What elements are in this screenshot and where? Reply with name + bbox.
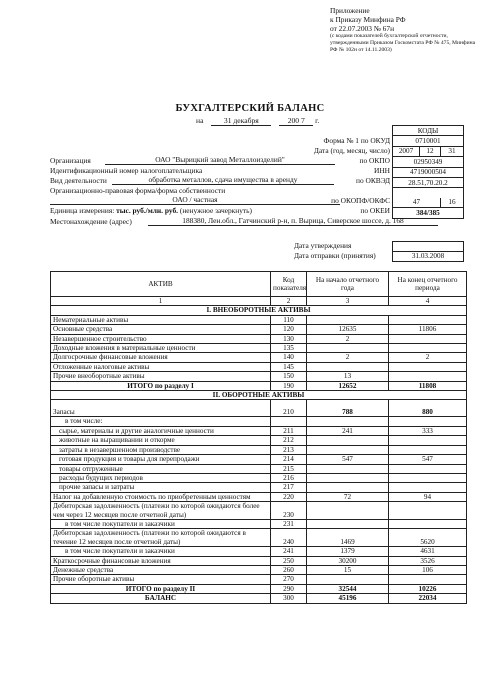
row-start-value (307, 473, 389, 482)
row-name: Прочие оборотные активы (51, 575, 271, 584)
row-end-value: 94 (389, 492, 467, 501)
table-row (51, 362, 467, 371)
table-header-row (51, 272, 467, 297)
row-name: затраты в незавершенном производстве (51, 445, 271, 454)
row-name: расходы будущих периодов (51, 473, 271, 482)
report-day: 31 декабря (211, 116, 271, 126)
row-end-value (389, 362, 467, 371)
row-start-value: 45196 (307, 594, 389, 603)
row-end-value (389, 436, 467, 445)
row-name: в том числе покупатели и заказчики (51, 519, 271, 528)
col-number-2: 2 (271, 297, 307, 306)
col-number-1: 1 (51, 297, 271, 306)
row-start-value (307, 575, 389, 584)
table-row (51, 492, 467, 501)
row-code: 216 (271, 473, 307, 482)
label-inn-full: Идентификационный номер налогоплательщика (50, 166, 203, 175)
row-start-value (307, 483, 389, 492)
code-okpo: 02950349 (393, 157, 464, 167)
row-code: 230 (271, 502, 307, 520)
table-number-row (51, 297, 467, 306)
row-code: 250 (271, 556, 307, 565)
table-row (51, 556, 467, 565)
row-start-value (307, 464, 389, 473)
row-code (271, 417, 307, 426)
row-start-value (307, 519, 389, 528)
row-end-value: 547 (389, 455, 467, 464)
unit-note: (ненужное зачеркнуть) (178, 206, 252, 215)
label-okved: по ОКВЭД (356, 176, 390, 185)
date-na: на (196, 116, 204, 125)
date-g: г. (315, 116, 320, 125)
row-code: 290 (271, 584, 307, 593)
row-start-value (307, 344, 389, 353)
row-name: Краткосрочные финансовые вложения (51, 556, 271, 565)
table-row (51, 426, 467, 435)
table-row (51, 575, 467, 584)
table-row (51, 529, 467, 547)
table-row (51, 417, 467, 426)
row-code: 130 (271, 334, 307, 343)
document-title: БУХГАЛТЕРСКИЙ БАЛАНС (175, 103, 325, 114)
row-start-value (307, 502, 389, 520)
code-okei: 384/385 (393, 208, 464, 218)
unit-value: тыс. руб./млн. руб. (116, 206, 179, 215)
row-end-value: 4631 (389, 547, 467, 556)
row-code: 270 (271, 575, 307, 584)
row-start-value: 241 (307, 426, 389, 435)
appendix-line-1: Приложение (330, 6, 370, 15)
row-name: Незавершенное строительство (51, 334, 271, 343)
row-end-value (389, 464, 467, 473)
row-start-value: 12652 (307, 381, 389, 390)
unit-prefix: Единица измерения: (50, 206, 117, 215)
table-row (51, 483, 467, 492)
table-row (51, 547, 467, 556)
label-address: Местонахождение (адрес) (50, 217, 132, 226)
row-end-value (389, 334, 467, 343)
section-header-row (51, 306, 467, 315)
row-end-value: 106 (389, 565, 467, 574)
row-start-value: 32544 (307, 584, 389, 593)
unit-line (50, 206, 252, 215)
organization-name: ОАО "Вырицкий завод Металлоизделий" (105, 155, 335, 165)
row-name: Дебиторская задолженность (платежи по которой ожидаются более чем через 12 месяцев после отчетной даты) (51, 502, 271, 520)
label-date: Дата (год, месяц, число) (313, 146, 390, 155)
table-row (51, 315, 467, 324)
code-okfs: 16 (441, 198, 464, 208)
row-name: БАЛАНС (51, 594, 271, 603)
label-inn: ИНН (373, 166, 390, 175)
legal-form-value: ОАО / частная (50, 195, 340, 205)
code-inn: 4719000504 (393, 167, 464, 177)
row-end-value: 5620 (389, 529, 467, 547)
row-code: 215 (271, 464, 307, 473)
code-date-year: 2007 (393, 146, 420, 156)
code-date-day: 31 (441, 146, 464, 156)
row-start-value: 1379 (307, 547, 389, 556)
row-start-value: 30200 (307, 556, 389, 565)
table-row (51, 325, 467, 334)
row-code: 217 (271, 483, 307, 492)
table-row (51, 400, 467, 417)
table-row (51, 464, 467, 473)
row-code: 212 (271, 436, 307, 445)
code-date-month: 12 (420, 146, 441, 156)
row-code: 241 (271, 547, 307, 556)
balance-table (50, 271, 467, 604)
address-value: 188380, Лен.обл., Гатчинский р-н, п. Вырица, Сиверское шоссе, д. 168 (148, 216, 438, 226)
row-end-value: 880 (389, 400, 467, 417)
row-code: 150 (271, 372, 307, 381)
row-start-value (307, 315, 389, 324)
row-end-value: 10226 (389, 584, 467, 593)
row-name: Доходные вложения в материальные ценности (51, 344, 271, 353)
table-row (51, 344, 467, 353)
table-row (51, 353, 467, 362)
row-code: 211 (271, 426, 307, 435)
row-end-value (389, 315, 467, 324)
row-name: Прочие внеоборотные активы (51, 372, 271, 381)
row-end-value (389, 344, 467, 353)
row-name: в том числе: (51, 417, 271, 426)
row-name: готовая продукция и товары для перепродажи (51, 455, 271, 464)
row-name: Запасы (51, 400, 271, 417)
row-name: Долгосрочные финансовые вложения (51, 353, 271, 362)
row-end-value: 22034 (389, 594, 467, 603)
row-start-value: 15 (307, 565, 389, 574)
label-sent-date: Дата отправки (принятия) (294, 251, 376, 260)
row-name: ИТОГО по разделу II (51, 584, 271, 593)
row-start-value: 72 (307, 492, 389, 501)
section-title: II. ОБОРОТНЫЕ АКТИВЫ (51, 391, 467, 400)
row-start-value: 788 (307, 400, 389, 417)
row-code: 214 (271, 455, 307, 464)
row-start-value (307, 362, 389, 371)
row-name: Основные средства (51, 325, 271, 334)
row-end-value: 3526 (389, 556, 467, 565)
label-activity: Вид деятельности (50, 176, 107, 185)
table-row (51, 473, 467, 482)
row-end-value (389, 473, 467, 482)
appendix-line-2: к Приказу Минфина РФ (330, 15, 406, 24)
codes-header: КОДЫ (393, 126, 464, 136)
row-end-value (389, 372, 467, 381)
row-code: 190 (271, 381, 307, 390)
table-row (51, 445, 467, 454)
table-row (51, 502, 467, 520)
row-end-value: 11808 (389, 381, 467, 390)
row-code: 210 (271, 400, 307, 417)
table-row (51, 565, 467, 574)
row-code: 145 (271, 362, 307, 371)
row-start-value: 547 (307, 455, 389, 464)
row-name: ИТОГО по разделу I (51, 381, 271, 390)
col-number-3: 3 (307, 297, 389, 306)
header-asset: АКТИВ (51, 272, 271, 297)
total-row (51, 584, 467, 593)
code-okopf: 47 (393, 198, 441, 208)
row-start-value (307, 417, 389, 426)
table-row (51, 455, 467, 464)
report-date-line (196, 116, 319, 126)
row-code: 110 (271, 315, 307, 324)
row-code: 220 (271, 492, 307, 501)
row-end-value (389, 575, 467, 584)
row-start-value: 1469 (307, 529, 389, 547)
row-name: Дебиторская задолженность (платежи по которой ожидаются в течение 12 месяцев после отчетной даты) (51, 529, 271, 547)
label-organization: Организация (50, 156, 91, 165)
row-end-value (389, 483, 467, 492)
row-name: сырье, материалы и другие аналогичные ценности (51, 426, 271, 435)
row-name: Налог на добавленную стоимость по приобретенным ценностям (51, 492, 271, 501)
row-code: 260 (271, 565, 307, 574)
header-start: На начало отчетного года (307, 272, 389, 297)
total-row (51, 381, 467, 390)
code-okved: 28.51,70.20.2 (393, 177, 464, 187)
header-end: На конец отчетного периода (389, 272, 467, 297)
row-name: прочие запасы и затраты (51, 483, 271, 492)
label-okpo: по ОКПО (359, 156, 390, 165)
label-okopf: по ОКОПФ/ОКФС (331, 196, 390, 205)
row-name: Отложенные налоговые активы (51, 362, 271, 371)
section-title: I. ВНЕОБОРОТНЫЕ АКТИВЫ (51, 306, 467, 315)
row-code: 120 (271, 325, 307, 334)
row-end-value (389, 502, 467, 520)
sent-date-box: 31.03.2008 (392, 251, 464, 262)
report-year: 200 7 (279, 116, 313, 126)
row-code: 300 (271, 594, 307, 603)
row-code: 140 (271, 353, 307, 362)
row-name: Нематериальные активы (51, 315, 271, 324)
row-code: 213 (271, 445, 307, 454)
appendix-line-3: от 22.07.2003 № 67н (330, 24, 395, 33)
row-start-value: 13 (307, 372, 389, 381)
label-form-okud: Форма № 1 по ОКУД (323, 136, 390, 145)
row-name: Денежные средства (51, 565, 271, 574)
row-start-value (307, 445, 389, 454)
row-code: 135 (271, 344, 307, 353)
row-start-value: 12635 (307, 325, 389, 334)
row-code: 240 (271, 529, 307, 547)
col-number-4: 4 (389, 297, 467, 306)
row-name: в том числе покупатели и заказчики (51, 547, 271, 556)
total-row (51, 594, 467, 603)
table-row (51, 372, 467, 381)
table-row (51, 519, 467, 528)
appendix-note (330, 6, 480, 54)
appendix-codes-note: (с кодами показателей бухгалтерской отчетности, утвержденными Приказом Госкомстата РФ № 475, Минфина РФ № 102н от 14.11.2003) (330, 33, 476, 53)
row-end-value (389, 417, 467, 426)
code-okud: 0710001 (393, 136, 464, 146)
row-end-value: 2 (389, 353, 467, 362)
row-end-value: 11806 (389, 325, 467, 334)
row-start-value: 2 (307, 334, 389, 343)
activity-value: обработка металлов, сдача имущества в аренду (112, 175, 334, 185)
row-name: товары отгруженные (51, 464, 271, 473)
row-end-value (389, 445, 467, 454)
code-empty (393, 188, 464, 198)
header-code: Код показателя (271, 272, 307, 297)
row-start-value (307, 436, 389, 445)
table-row (51, 436, 467, 445)
row-start-value: 2 (307, 353, 389, 362)
label-legal-form: Организационно-правовая форма/форма собственности (50, 186, 226, 195)
label-approval-date: Дата утверждения (294, 241, 352, 250)
row-name: животные на выращивании и откорме (51, 436, 271, 445)
table-row (51, 334, 467, 343)
section-header-row (51, 391, 467, 400)
label-okei: по ОКЕИ (360, 206, 390, 215)
row-code: 231 (271, 519, 307, 528)
codes-table (392, 125, 464, 219)
row-end-value (389, 519, 467, 528)
row-end-value: 333 (389, 426, 467, 435)
